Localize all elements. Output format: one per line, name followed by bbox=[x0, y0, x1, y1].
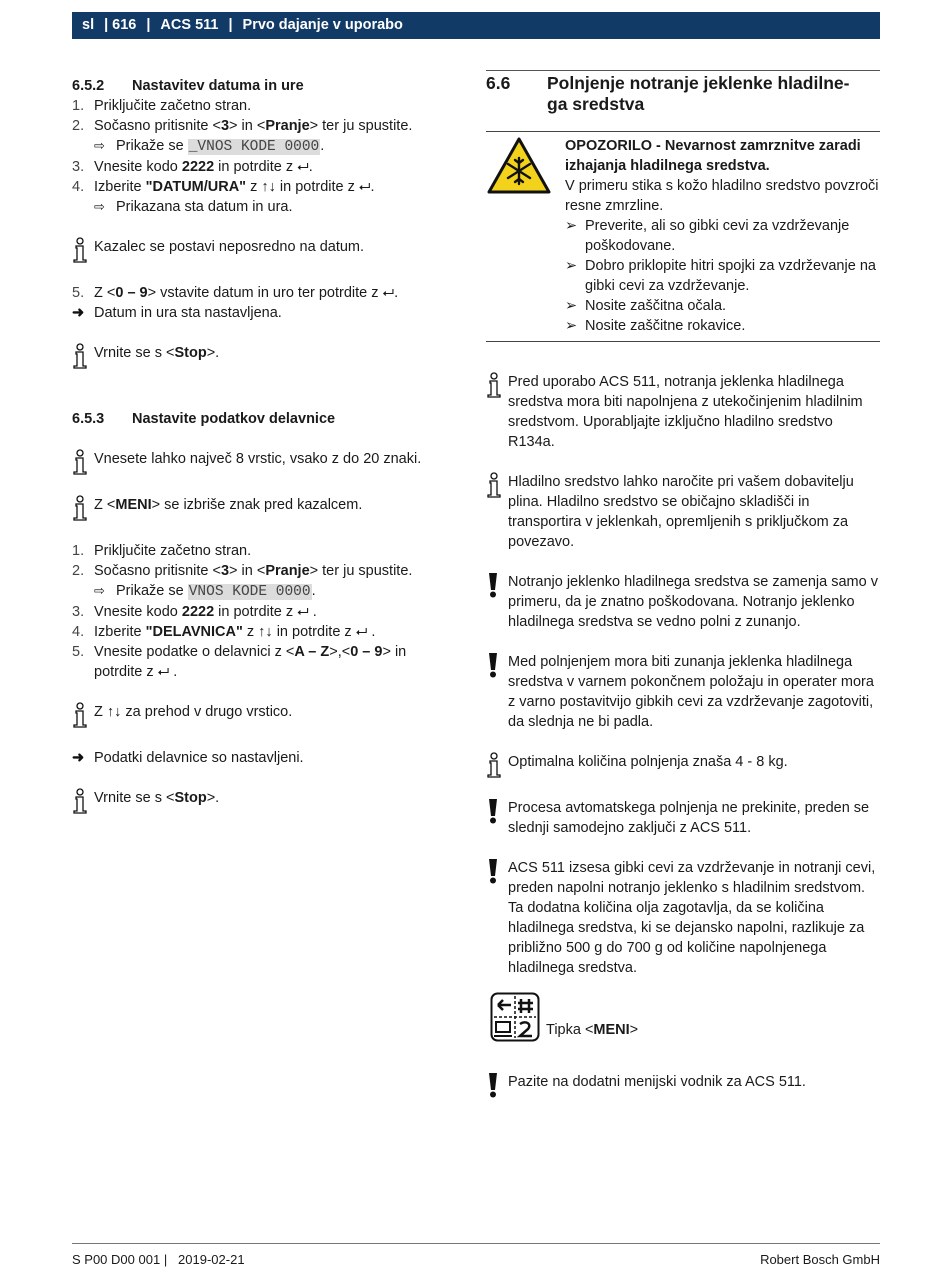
display-code: _VNOS KODE 0000 bbox=[188, 139, 320, 155]
doc-code: S P00 D00 001 bbox=[72, 1252, 161, 1267]
right-column bbox=[486, 70, 880, 1098]
hollow-arrow-icon: ⇨ bbox=[94, 199, 105, 214]
arrow-right-icon: ➜ bbox=[72, 750, 85, 766]
info-icon bbox=[486, 752, 508, 778]
menu-key-line: Tipka <MENI> bbox=[486, 992, 880, 1042]
enter-key-icon: ⮠ bbox=[297, 159, 309, 175]
exclamation-icon bbox=[486, 572, 508, 632]
warning-text: V primeru stika s kožo hladilno sredstvo povzroči resne zmrzline. bbox=[565, 178, 879, 214]
exclamation-icon bbox=[486, 858, 508, 978]
frost-warning-icon bbox=[486, 136, 565, 336]
result-line: ➜ Podatki delavnice so nastavljeni. bbox=[72, 750, 304, 766]
enter-key-icon: ⮠ bbox=[157, 664, 170, 680]
left-column bbox=[72, 76, 452, 814]
result-line: ➜ Datum in ura sta nastavljena. bbox=[72, 305, 282, 321]
list-subitem: ⇨ Prikaže se _VNOS KODE 0000. bbox=[94, 138, 325, 155]
section-heading-652: 6.5.2 Nastavitev datuma in ure bbox=[72, 78, 304, 94]
caution-note: Procesa avtomatskega polnjenja ne prekinite, preden se slednji samodejno zaključi z ACS 511. bbox=[486, 798, 880, 838]
warning-title: OPOZORILO - Nevarnost zamrznitve zaradi izhajanja hladilnega sredstva. bbox=[565, 138, 861, 174]
page-header: sl | 616 | ACS 511 | Prvo dajanje v uporabo bbox=[72, 12, 880, 39]
hollow-arrow-icon: ⇨ bbox=[94, 583, 105, 598]
info-note: Vrnite se s <Stop>. bbox=[72, 788, 452, 814]
enter-key-icon: ⮠ bbox=[355, 624, 368, 640]
list-item: 3. Vnesite kodo 2222 in potrdite z ⮠ . bbox=[72, 604, 317, 620]
info-note: Z ↑↓ za prehod v drugo vrstico. bbox=[72, 702, 452, 728]
arrow-up-icon: ↑ bbox=[106, 704, 115, 720]
info-note: Vnesete lahko največ 8 vrstic, vsako z do 20 znaki. bbox=[72, 449, 452, 475]
info-icon bbox=[72, 449, 94, 475]
list-item: 1. Priključite začetno stran. bbox=[72, 98, 252, 114]
info-icon bbox=[486, 372, 508, 452]
caution-note: Pazite na dodatni menijski vodnik za ACS 511. bbox=[486, 1072, 880, 1098]
info-icon bbox=[72, 343, 94, 369]
arrow-right-icon: ➜ bbox=[72, 305, 85, 321]
list-subitem: ⇨ Prikazana sta datum in ura. bbox=[94, 199, 293, 215]
hollow-arrow-icon: ⇨ bbox=[94, 138, 105, 153]
info-note: Z <MENI> se izbriše znak pred kazalcem. bbox=[72, 495, 452, 521]
section-heading-653: 6.5.3 Nastavite podatkov delavnice bbox=[72, 411, 336, 427]
info-icon bbox=[72, 237, 94, 263]
list-item: ➢ Nosite zaščitna očala. bbox=[565, 298, 727, 314]
exclamation-icon bbox=[486, 652, 508, 732]
header-product: ACS 511 bbox=[160, 17, 219, 33]
info-icon bbox=[486, 472, 508, 552]
page-footer: S P00 D00 001 | 2019-02-21 Robert Bosch GmbH bbox=[72, 1243, 880, 1270]
menu-key-icon bbox=[490, 992, 540, 1042]
warning-box bbox=[486, 131, 880, 342]
list-item: 4. Izberite "DATUM/URA" z ↑↓ in potrdite z ⮠. bbox=[72, 179, 375, 195]
list-item: 3. Vnesite kodo 2222 in potrdite z ⮠. bbox=[72, 159, 313, 175]
info-note: Optimalna količina polnjenja znaša 4 - 8 kg. bbox=[486, 752, 880, 778]
info-note: Pred uporabo ACS 511, notranja jeklenka hladilnega sredstva mora biti napolnjena z utekočinjenim hladilnim sredstvom. Uporabljajte izključno hladilno sredstvo R134a. bbox=[486, 372, 880, 452]
doc-date: 2019-02-21 bbox=[178, 1252, 245, 1267]
list-item: ➢ Nosite zaščitne rokavice. bbox=[565, 318, 746, 334]
list-item: 2. Sočasno pritisnite <3> in <Pranje> ter ju spustite. bbox=[72, 563, 413, 579]
list-item: 4. Izberite "DELAVNICA" z ↑↓ in potrdite z ⮠ . bbox=[72, 624, 376, 640]
list-item: 1. Priključite začetno stran. bbox=[72, 543, 252, 559]
enter-key-icon: ⮠ bbox=[382, 285, 395, 301]
enter-key-icon: ⮠ bbox=[358, 179, 371, 195]
info-note: Kazalec se postavi neposredno na datum. bbox=[72, 237, 452, 263]
caution-note: ACS 511 izsesa gibki cevi za vzdrževanje in notranji cevi, preden napolni notranjo jeklenko s hladilnim sredstvom. Ta dodatna količina olja zagotavlja, da se količina hladilnega sredstva, ki se dejansko napolni, razlikuje za približno 500 g do 700 g od količine napolnjenega hladilnega sredstva. bbox=[486, 858, 880, 978]
header-section: Prvo dajanje v uporabo bbox=[242, 17, 403, 33]
info-icon bbox=[72, 702, 94, 728]
header-lang: sl bbox=[82, 17, 95, 33]
header-page: 616 bbox=[112, 17, 137, 33]
arrow-down-icon: ↓ bbox=[268, 179, 276, 195]
info-icon bbox=[72, 788, 94, 814]
list-item: 5. Vnesite podatke o delavnici z <A – Z>,<0 – 9> in potrdite z ⮠ . bbox=[72, 644, 407, 680]
display-code: VNOS KODE 0000 bbox=[188, 584, 311, 600]
exclamation-icon bbox=[486, 798, 508, 838]
info-icon bbox=[72, 495, 94, 521]
arrow-up-icon: ↑ bbox=[258, 624, 266, 640]
caution-note: Med polnjenjem mora biti zunanja jeklenka hladilnega sredstva v varnem pokončnem položaju in operater mora z varno postavitvijo gibkih cevi za vzdrževanje zagotoviti, da slednja ne bi padla. bbox=[486, 652, 880, 732]
section-heading-66: 6.6 Polnjenje notranje jeklenke hladilne- ga sredstva bbox=[486, 70, 880, 115]
info-note: Vrnite se s <Stop>. bbox=[72, 343, 452, 369]
caution-note: Notranjo jeklenko hladilnega sredstva se zamenja samo v primeru, da je znatno poškodovana. Notranjo jeklenko hladilnega sredstva se vedno polni z zunanjo. bbox=[486, 572, 880, 632]
arrow-down-icon: ↓ bbox=[265, 624, 273, 640]
list-item: ➢ Preverite, ali so gibki cevi za vzdrževanje poškodovane. bbox=[565, 218, 850, 254]
company: Robert Bosch GmbH bbox=[760, 1252, 880, 1267]
list-item: 2. Sočasno pritisnite <3> in <Pranje> ter ju spustite. bbox=[72, 118, 413, 134]
list-subitem: ⇨ Prikaže se VNOS KODE 0000. bbox=[94, 583, 316, 600]
list-item: 5. Z <0 – 9> vstavite datum in uro ter potrdite z ⮠. bbox=[72, 285, 399, 301]
list-item: ➢ Dobro priklopite hitri spojki za vzdrževanje na gibki cevi za vzdrževanje. bbox=[565, 258, 876, 294]
exclamation-icon bbox=[486, 1072, 508, 1098]
arrow-up-icon: ↑ bbox=[261, 179, 269, 195]
arrow-down-icon: ↓ bbox=[114, 704, 122, 720]
info-note: Hladilno sredstvo lahko naročite pri vašem dobavitelju plina. Hladilno sredstvo se običajno skladišči in transportira v jeklenkah, opremljenih s priključkom za povezavo. bbox=[486, 472, 880, 552]
enter-key-icon: ⮠ bbox=[297, 604, 309, 620]
